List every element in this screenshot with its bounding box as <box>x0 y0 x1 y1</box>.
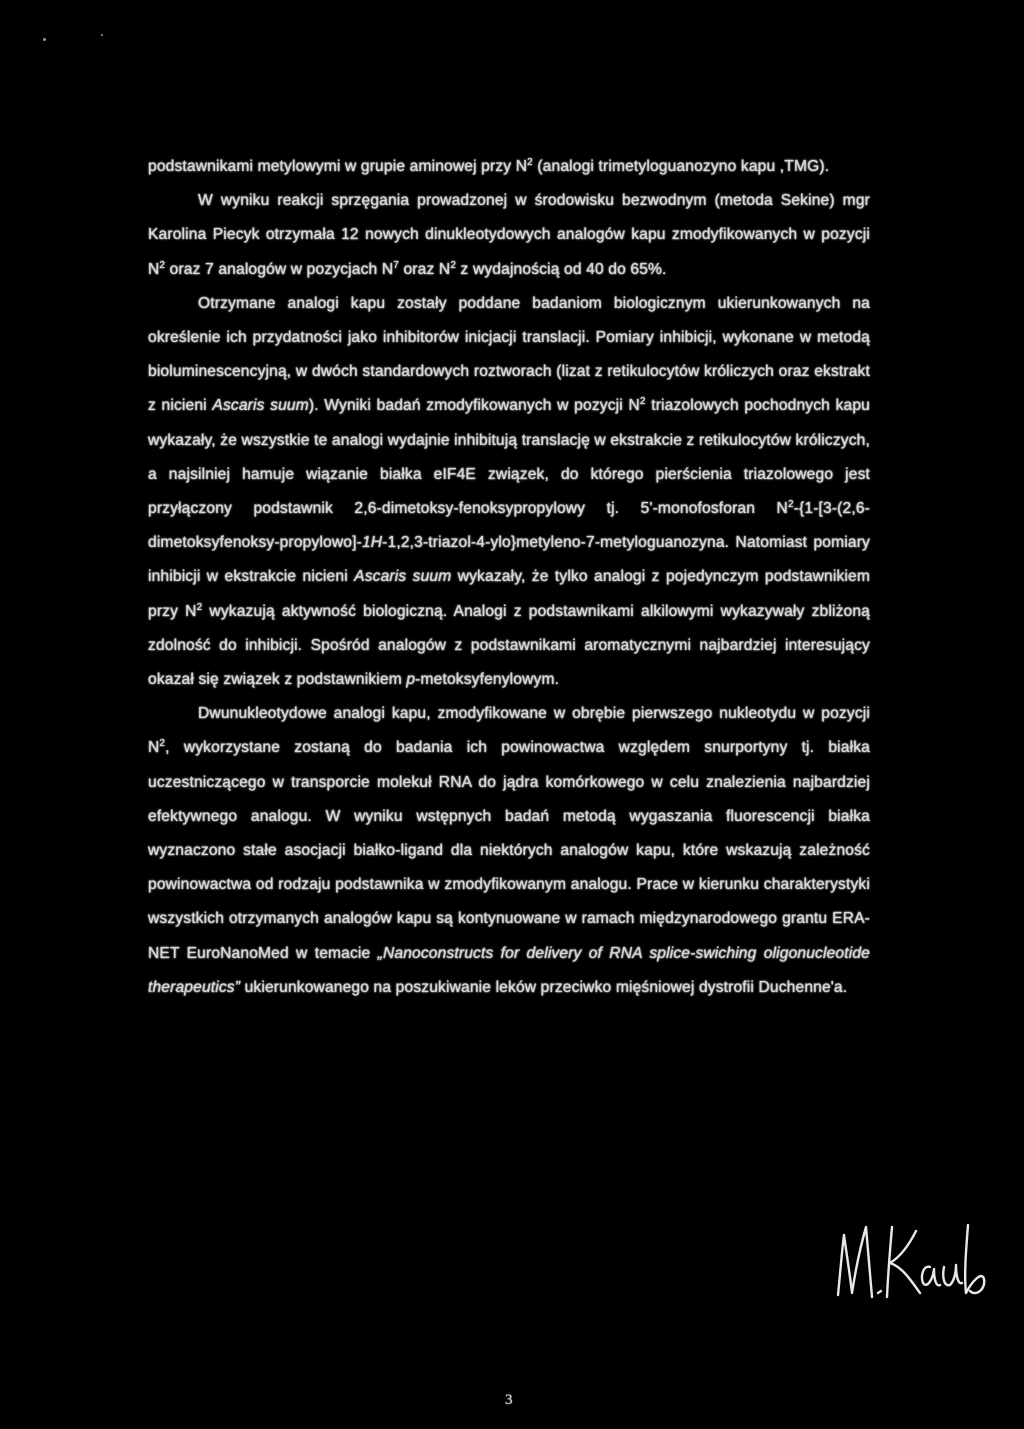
paragraph-3-text: Otrzymane analogi kapu zostały poddane badaniom biologicznym ukierunkowanych na określenie ich przydatności jako inhibitorów inicjacji translacji. Pomiary inhibicji, wykonane w metodą bioluminescencyjną, w dwóch standardowych roztworach (lizat z retikulocytów króliczych oraz ekstrakt z nicieni <box>148 294 870 415</box>
paragraph-3-text-cont: -{1-[3-(2,6- dimetoksyfenoksy-propylowo]- <box>148 500 870 552</box>
signature-stroke <box>838 1227 872 1297</box>
paragraph-3-text-cont: wykazują aktywność biologiczną. Analogi z podstawnikami alkilowymi wykazywały zbliżoną zdolność do inhibicji. Spośród analogów z podstawnikami aromatycznymi najbardziej interesujący okazał się związek z podstawnikiem <box>148 602 870 689</box>
signature-stroke <box>943 1265 962 1285</box>
superscript: 2 <box>527 157 533 168</box>
species-name: Ascaris suum <box>212 397 309 415</box>
paragraph-3-text-cont: ). Wyniki badań zmodyfikowanych w pozycji N <box>308 397 640 415</box>
paragraph-4-text-cont: ukierunkowanego na poszukiwanie leków przeciwko mięśniowej dystrofii Duchenne'a. <box>240 978 848 996</box>
italic-prefix: p <box>406 671 416 689</box>
signature-stroke <box>890 1231 920 1293</box>
scan-speck <box>43 38 46 41</box>
italic-prefix: 1H <box>361 534 383 552</box>
paragraph-3-text-cont: -metoksyfenylowym. <box>415 671 560 689</box>
paragraph-3-text-cont: -1,2,3-triazol-4-ylo}metyleno-7-metyloguanozyna. Natomiast pomiary inhibicji w ekstrakcie nicieni <box>148 534 870 586</box>
paragraph-1-text-cont: (analogi trimetyloguanozyno kapu ,TMG). <box>532 158 830 175</box>
superscript: 2 <box>639 396 646 408</box>
paragraph-2-text-cont: oraz N <box>399 260 451 278</box>
superscript: 2 <box>450 259 457 271</box>
paragraph-4-text-cont: , wykorzystane zostaną do badania ich powinowactwa względem snurportyny tj. białka uczestniczącego w transporcie molekuł RNA do jądra komórkowego w celu znalezienia najbardziej efektywnego analogu. W wyniku wstępnych badań metodą wygaszania fluorescencji białka wyznaczono stałe asocjacji białko-ligand dla niektórych analogów kapu, które wskazują zależność powinowactwa od rodzaju podstawnika w zmodyfikowanym analogu. Prace w kierunku charakterystyki wszystkich otrzymanych analogów kapu są kontynuowane w ramach międzynarodowego grantu ERA-NET EuroNanoMed w temacie <box>148 739 870 962</box>
project-title: „Nanoconstructs for delivery of RNA splice-swiching oligonucleotide therapeutics” <box>148 944 870 996</box>
handwritten-signature <box>830 1205 990 1305</box>
paragraph-2-text-cont: oraz 7 analogów w pozycjach N <box>165 260 394 278</box>
species-name: Ascaris suum <box>354 568 452 586</box>
signature-stroke <box>878 1291 881 1293</box>
superscript: 2 <box>159 259 166 271</box>
paragraph-2 <box>148 184 870 287</box>
paragraph-1-text: podstawnikami metylowymi w grupie aminowej przy N <box>148 158 528 175</box>
signature-stroke <box>922 1267 940 1286</box>
scan-speck <box>101 34 103 36</box>
page-number: 3 <box>505 1392 513 1408</box>
signature-stroke <box>965 1225 984 1293</box>
paragraph-3-text-cont: wykazały, że tylko analogi z pojedynczym podstawnikiem przy N <box>148 568 871 620</box>
paragraph-3 <box>148 287 870 697</box>
paragraph-3-text-cont: triazolowych pochodnych kapu wykazały, że wszystkie te analogi wydajnie inhibitują translację w ekstrakcie z retikulocytów króliczych, a najsilniej hamuje wiązanie białka eIF4E związek, do którego pierścienia triazolowego jest przyłączony podstawnik 2,6-dimetoksy-fenoksypropylowy tj. 5'-monofosforan N <box>148 397 871 518</box>
paragraph-2-text-cont: z wydajnością od 40 do 65%. <box>456 260 667 278</box>
superscript: 2 <box>159 738 166 750</box>
superscript: 2 <box>787 499 794 511</box>
paragraph-1 <box>148 150 870 184</box>
paragraph-4 <box>148 697 870 1005</box>
paragraph-2-text: W wyniku reakcji sprzęgania prowadzonej w środowisku bezwodnym (metoda Sekine) mgr Karolina Piecyk otrzymała 12 nowych dinukleotydowych analogów kapu zmodyfikowanych w pozycji N <box>148 192 870 278</box>
superscript: 7 <box>393 259 399 271</box>
superscript: 2 <box>196 601 203 613</box>
paragraph-4-text: Dwunukleotydowe analogi kapu, zmodyfikowane w obrębie pierwszego nukleotydu w pozycji N <box>148 705 870 757</box>
body-text <box>148 150 870 1005</box>
